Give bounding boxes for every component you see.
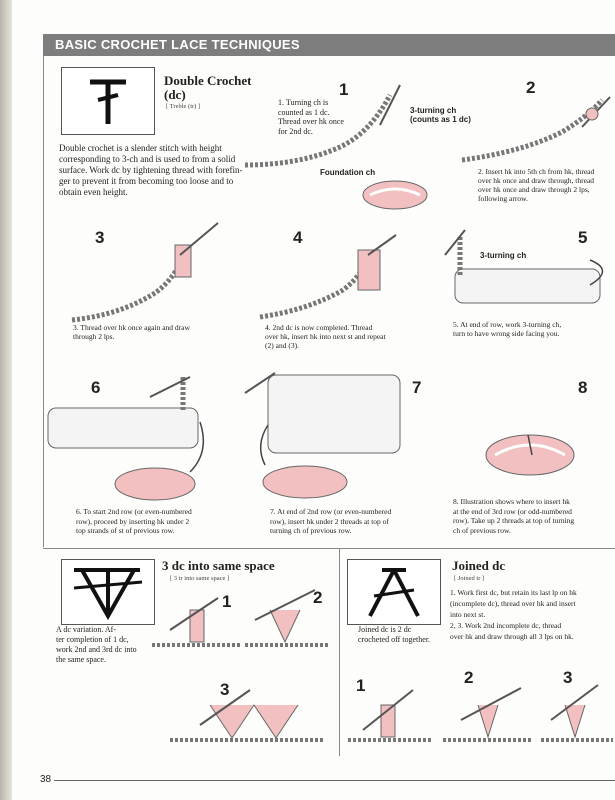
dc-description: Double crochet is a slender stitch with height corresponding to 3-ch and is used to from a solid surface. Work dc by tightening thread with forefin- ger to prevent it from becoming too loose and to obtain even height. [59,143,243,197]
step8-illustration [480,420,580,490]
step2-illustration [462,92,612,162]
three-dc-symbol-icon [62,560,154,624]
step-text: 8. Illustration shows where to insert hk at the end of 3rd row (or odd-numbered row). Take up 2 threads at top of turning ch of previous row. [453,497,575,535]
step-number: 7 [412,378,422,397]
same-space-subtitle: [ 3 tr into same space ] [170,575,230,582]
step-number: 2 [526,78,536,97]
joined-description: 1. Work first dc, but retain its last lp on hk (incomplete dc), thread over hk and insert into next st. 2, 3. Work 2nd incomplete dc, thread over hk and draw through all 3 lps on hk. [450,588,577,641]
joined-symbol-box [347,559,441,625]
step-text: 3. Thread over hk once again and draw through 2 lps. [73,323,190,341]
step-text: 2. Insert hk into 5th ch from hk, thread over hk once and draw through, thread over hk once and draw through 2 lps, following arrow. [478,167,595,203]
step5-illustration [440,225,615,320]
page-number: 38 [40,774,52,785]
joined-dc-symbol-icon [348,560,440,624]
step-number: 2 [313,588,323,607]
same-space-illustration [150,590,330,760]
joined-short: Joined dc is 2 dc crocheted off together. [358,625,431,644]
dc-title: Double Crochet (dc) [164,73,252,102]
step-number: 1 [222,592,232,611]
foundation-ch-label: Foundation ch [320,168,376,177]
step1-illustration [240,85,420,215]
footer-rule [54,780,615,781]
step-text: 7. At end of 2nd row (or even-numbered row), insert hk under 2 threads at top of turning ch of previous row. [270,507,392,535]
turning-ch-label: 3-turning ch (counts as 1 dc) [410,106,471,124]
step-number: 6 [91,378,101,397]
step-number: 3 [95,228,105,247]
step6-illustration [45,372,215,502]
step3-illustration [70,215,230,325]
same-space-description: A dc variation. Af- ter completion of 1 dc, work 2nd and 3rd dc into the same space. [56,625,137,664]
step-text: 1. Turning ch is counted as 1 dc. Thread over hk once for 2nd dc. [278,98,344,136]
step7-illustration [240,365,410,500]
step4-illustration [258,235,418,320]
section-divider [43,548,615,549]
same-space-title: 3 dc into same space [162,558,275,573]
dc-subtitle: [ Treble (tr) ] [166,103,201,110]
step-number: 5 [578,228,588,247]
step-text: 4. 2nd dc is now completed. Thread over hk, insert hk into next st and repeat (2) and (3). [265,323,386,350]
same-space-symbol-box [61,559,155,625]
step-number: 1 [356,676,366,695]
column-divider [339,548,340,756]
section-title: BASIC CROCHET LACE TECHNIQUES [55,37,300,52]
step-number: 3 [563,668,573,687]
step-text: 6. To start 2nd row (or even-numbered row), proceed by inserting hk under 2 top strands of st of previous row. [76,507,192,535]
joined-title: Joined dc [452,558,506,573]
dc-symbol-box [61,67,155,135]
section-header [43,34,615,56]
step-number: 1 [339,80,349,99]
step-number: 8 [578,378,588,397]
joined-subtitle: [ Joined tr ] [454,575,485,582]
book-spine [0,0,12,800]
joined-illustration [343,680,615,760]
step-text: 5. At end of row, work 3-turning ch, turn to have wrong side facing you. [453,320,562,338]
step-number: 2 [464,668,474,687]
step-number: 3 [220,680,230,699]
step-number: 4 [293,228,303,247]
dc-symbol-icon [62,68,154,134]
turning-ch-label: 3-turning ch [480,251,527,260]
